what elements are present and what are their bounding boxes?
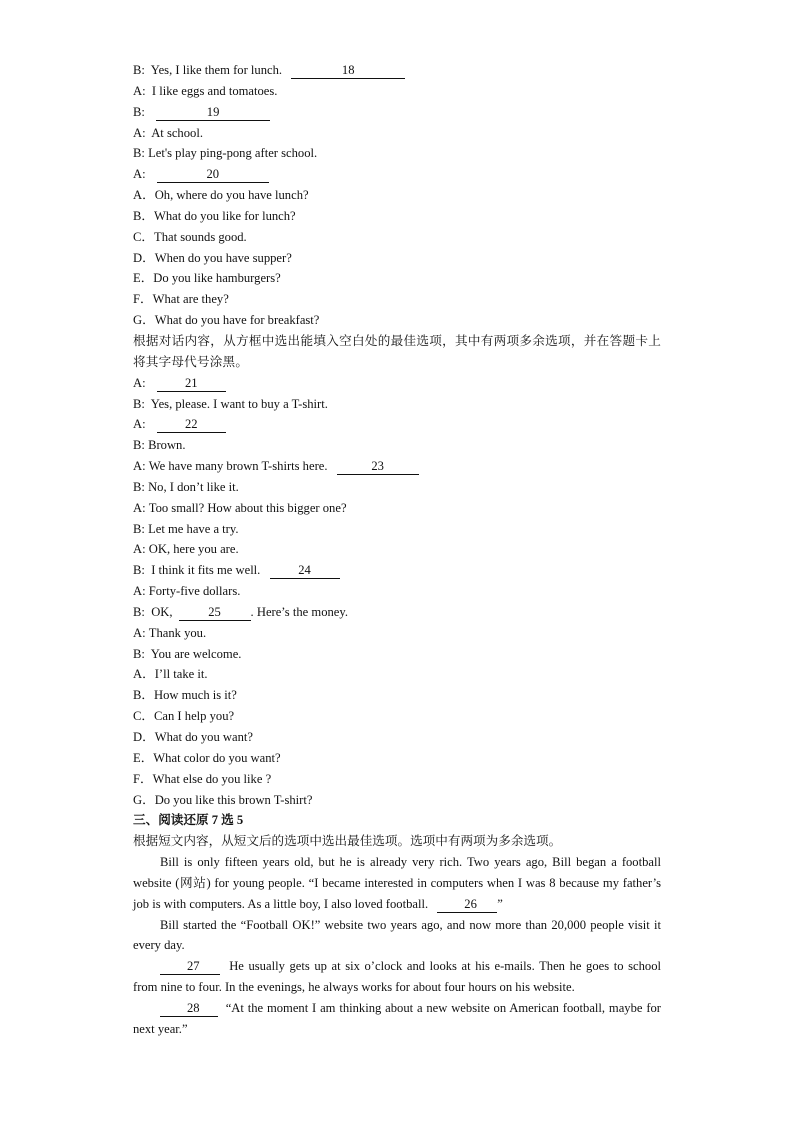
speaker-label: A: — [133, 125, 146, 140]
dialogue-line — [133, 81, 661, 102]
option-letter: A． — [133, 188, 155, 203]
answer-blank[interactable]: 18 — [291, 63, 405, 79]
dialogue-line — [133, 123, 661, 144]
option-text: What do you want? — [154, 730, 253, 744]
dialogue-text: No, I don’t like it. — [148, 479, 239, 494]
option-letter: D． — [133, 250, 155, 265]
passage-text: Bill is only fifteen years old, but he is already very rich. Two years ago, Bill began a football website (网站) for young people. “I became interested in computers when I was 8 because my father’s job is with computers. As a little boy, I also loved football. — [133, 855, 661, 911]
answer-blank[interactable]: 23 — [337, 459, 419, 475]
speaker-label: B: — [133, 563, 145, 578]
section-instruction: 根据短文内容，从短文后的选项中选出最佳选项。选项中有两项为多余选项。 — [133, 834, 562, 849]
answer-blank[interactable]: 22 — [157, 417, 226, 433]
option-letter: D． — [133, 730, 155, 744]
dialogue-text: Yes, please. I want to buy a T-shirt. — [150, 396, 328, 411]
option-letter: G． — [133, 313, 155, 328]
option-text: Can I help you? — [154, 709, 235, 724]
option-letter: G． — [133, 792, 155, 807]
option-text: What do you like for lunch? — [154, 208, 296, 223]
option-text: When do you have supper? — [154, 250, 292, 265]
answer-blank[interactable]: 19 — [156, 105, 270, 121]
speaker-label: B: — [133, 604, 145, 619]
option-item[interactable] — [133, 790, 661, 811]
passage-text: ” — [497, 896, 503, 911]
speaker-label: B: — [133, 396, 145, 411]
dialogue-line — [133, 435, 661, 456]
option-text: What else do you like ? — [152, 771, 272, 786]
option-text: I’ll take it. — [154, 667, 208, 682]
option-item[interactable] — [133, 310, 661, 331]
speaker-label: A: — [133, 83, 146, 98]
answer-blank[interactable]: 20 — [157, 167, 269, 183]
dialogue-text: We have many brown T-shirts here. — [148, 459, 328, 474]
speaker-label: B: — [133, 521, 145, 536]
option-letter: C． — [133, 709, 154, 724]
option-letter: E． — [133, 271, 154, 286]
passage-paragraph — [133, 998, 661, 1040]
passage-text: He usually gets up at six o’clock and looks at his e-mails. Then he goes to school from nine to four. In the evenings, he always works for about four hours on his website. — [133, 959, 662, 995]
option-text: What are they? — [152, 292, 229, 307]
option-text: Do you like hamburgers? — [153, 271, 281, 286]
option-text: Oh, where do you have lunch? — [154, 188, 309, 203]
option-item[interactable] — [133, 248, 661, 269]
passage-paragraph — [133, 956, 661, 998]
dialogue-line — [133, 456, 661, 477]
section-heading: 三、阅读还原 7 选 5 — [133, 813, 244, 828]
passage-text: “At the moment I am thinking about a new website on American football, maybe for next year.” — [133, 1000, 662, 1036]
dialogue-line — [133, 60, 661, 81]
option-text: How much is it? — [154, 688, 237, 703]
option-letter: B． — [133, 208, 154, 223]
dialogue-text: Brown. — [148, 438, 186, 453]
option-letter: F． — [133, 771, 153, 786]
speaker-label: A: — [133, 167, 146, 182]
option-item[interactable] — [133, 706, 661, 727]
option-letter: E． — [133, 750, 154, 765]
dialogue-text: OK, here you are. — [148, 542, 239, 557]
dialogue-text: At school. — [151, 125, 203, 140]
dialogue-line — [133, 373, 661, 394]
option-letter: F． — [133, 292, 153, 307]
option-letter: B． — [133, 688, 154, 703]
speaker-label: B: — [133, 646, 145, 661]
option-text: What do you have for breakfast? — [154, 313, 320, 328]
document-page — [133, 60, 661, 1040]
dialogue-line — [133, 102, 661, 123]
dialogue-line — [133, 581, 661, 602]
dialogue-text: Yes, I like them for lunch. — [150, 63, 283, 77]
speaker-label: A: — [133, 625, 146, 640]
dialogue-line — [133, 143, 661, 164]
dialogue-line — [133, 498, 661, 519]
dialogue-text: Forty-five dollars. — [148, 584, 241, 599]
dialogue-text: You are welcome. — [150, 646, 242, 661]
speaker-label: B: — [133, 479, 145, 494]
speaker-label: A: — [133, 500, 146, 515]
option-item[interactable] — [133, 289, 661, 310]
option-item[interactable] — [133, 664, 661, 685]
answer-blank[interactable]: 25 — [179, 605, 251, 621]
dialogue-text: Too small? How about this bigger one? — [148, 500, 347, 515]
dialogue-line — [133, 519, 661, 540]
option-item[interactable] — [133, 227, 661, 248]
dialogue-line — [133, 560, 661, 581]
section-instruction: 根据对话内容，从方框中选出能填入空白处的最佳选项，其中有两项多余选项，并在答题卡上将其字母代号涂黑。 — [133, 333, 661, 369]
dialogue-line — [133, 477, 661, 498]
speaker-label: A: — [133, 417, 146, 432]
dialogue-line — [133, 644, 661, 665]
dialogue-text: Let me have a try. — [148, 521, 239, 536]
passage-paragraph — [133, 852, 661, 915]
dialogue-text: Let's play ping-pong after school. — [148, 146, 318, 161]
option-text: That sounds good. — [154, 229, 247, 244]
answer-blank[interactable]: 28 — [160, 1001, 218, 1017]
dialogue-line — [133, 164, 661, 185]
dialogue-text: I think it fits me well. — [151, 563, 261, 578]
dialogue-line — [133, 394, 661, 415]
dialogue-line — [133, 414, 661, 435]
option-item[interactable] — [133, 748, 661, 769]
answer-blank[interactable]: 26 — [437, 897, 497, 913]
speaker-label: B: — [133, 104, 145, 119]
speaker-label: A: — [133, 542, 146, 557]
option-item[interactable] — [133, 769, 661, 790]
dialogue-line — [133, 539, 661, 560]
passage-paragraph: Bill started the “Football OK!” website two years ago, and now more than 20,000 people visit it every day. — [133, 917, 661, 953]
answer-blank[interactable]: 21 — [157, 376, 226, 392]
option-item[interactable] — [133, 685, 661, 706]
option-text: What color do you want? — [153, 750, 281, 765]
option-item[interactable] — [133, 727, 661, 748]
dialogue-text: OK, — [151, 604, 173, 619]
speaker-label: A: — [133, 459, 146, 474]
dialogue-text: Thank you. — [148, 625, 207, 640]
answer-blank[interactable]: 24 — [270, 563, 340, 579]
answer-blank[interactable]: 27 — [160, 959, 220, 975]
option-item[interactable] — [133, 268, 661, 289]
option-item[interactable] — [133, 185, 661, 206]
dialogue-text: I like eggs and tomatoes. — [151, 83, 278, 98]
speaker-label: B: — [133, 63, 145, 77]
option-item[interactable] — [133, 206, 661, 227]
option-text: Do you like this brown T-shirt? — [154, 792, 313, 807]
speaker-label: B: — [133, 438, 145, 453]
option-letter: C． — [133, 229, 154, 244]
dialogue-line — [133, 602, 661, 623]
speaker-label: A: — [133, 375, 146, 390]
dialogue-line — [133, 623, 661, 644]
option-letter: A． — [133, 667, 155, 682]
speaker-label: A: — [133, 584, 146, 599]
speaker-label: B: — [133, 146, 145, 161]
dialogue-text: . Here’s the money. — [250, 604, 349, 619]
